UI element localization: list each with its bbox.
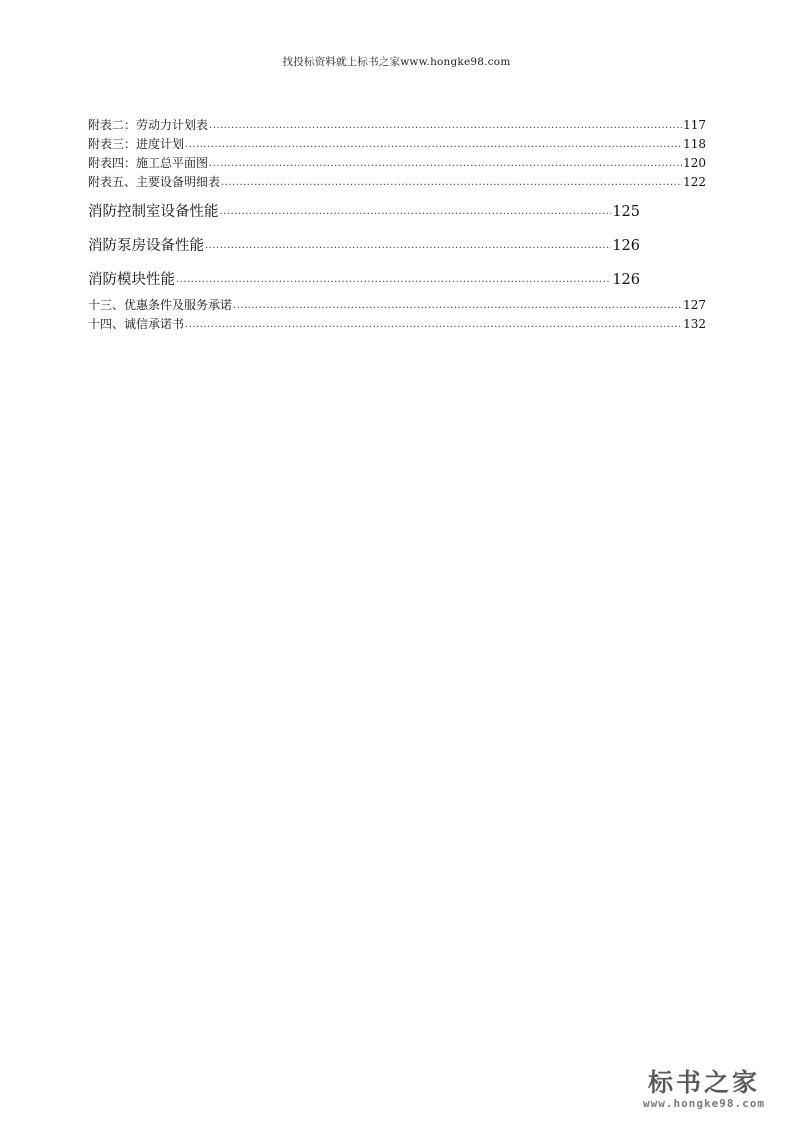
toc-entry-page: 126 [612, 272, 640, 288]
toc-entry-title: 附表五、主要设备明细表 [88, 175, 221, 189]
toc-leader-dots [220, 200, 612, 224]
watermark-logo [629, 1069, 779, 1110]
toc-leader-dots [176, 268, 611, 292]
toc-entry-title: 十三、优惠条件及服务承诺 [88, 298, 233, 312]
toc-entry-page: 127 [683, 298, 706, 312]
watermark-url: www.hongke98.com [643, 1097, 765, 1110]
toc-leader-dots [221, 173, 682, 192]
toc-entry[interactable] [88, 234, 640, 258]
table-of-contents [88, 116, 706, 334]
toc-entry[interactable] [88, 200, 640, 224]
toc-entry-title: 附表二：劳动力计划表 [88, 118, 209, 132]
toc-entry[interactable] [88, 268, 640, 292]
toc-entry-page: 117 [683, 118, 706, 132]
toc-entry-title: 消防模块性能 [88, 272, 175, 288]
toc-entry-title: 附表四：施工总平面图 [88, 156, 209, 170]
toc-entry-page: 120 [683, 156, 706, 170]
watermark-brand: 标书之家 [647, 1068, 760, 1097]
toc-leader-dots [209, 116, 682, 135]
toc-leader-dots [209, 154, 682, 173]
toc-entry-page: 126 [612, 238, 640, 254]
toc-entry[interactable] [88, 296, 706, 315]
toc-entry-page: 118 [683, 137, 706, 151]
toc-entry-page: 132 [683, 317, 706, 331]
toc-entry[interactable] [88, 173, 706, 192]
toc-entry[interactable] [88, 154, 706, 173]
page-header: 找投标资料就上标书之家www.hongke98.com [282, 56, 511, 68]
toc-entry-page: 125 [612, 204, 640, 220]
toc-leader-dots [185, 315, 682, 334]
toc-entry-title: 消防泵房设备性能 [88, 238, 204, 254]
toc-entry[interactable] [88, 116, 706, 135]
toc-entry[interactable] [88, 135, 706, 154]
toc-entry-title: 消防控制室设备性能 [88, 204, 219, 220]
toc-leader-dots [233, 296, 682, 315]
toc-entry-page: 122 [683, 175, 706, 189]
toc-entry-title: 十四、诚信承诺书 [88, 317, 185, 331]
toc-entry[interactable] [88, 315, 706, 334]
toc-entry-title: 附表三：进度计划 [88, 137, 185, 151]
toc-leader-dots [205, 234, 611, 258]
toc-leader-dots [185, 135, 682, 154]
